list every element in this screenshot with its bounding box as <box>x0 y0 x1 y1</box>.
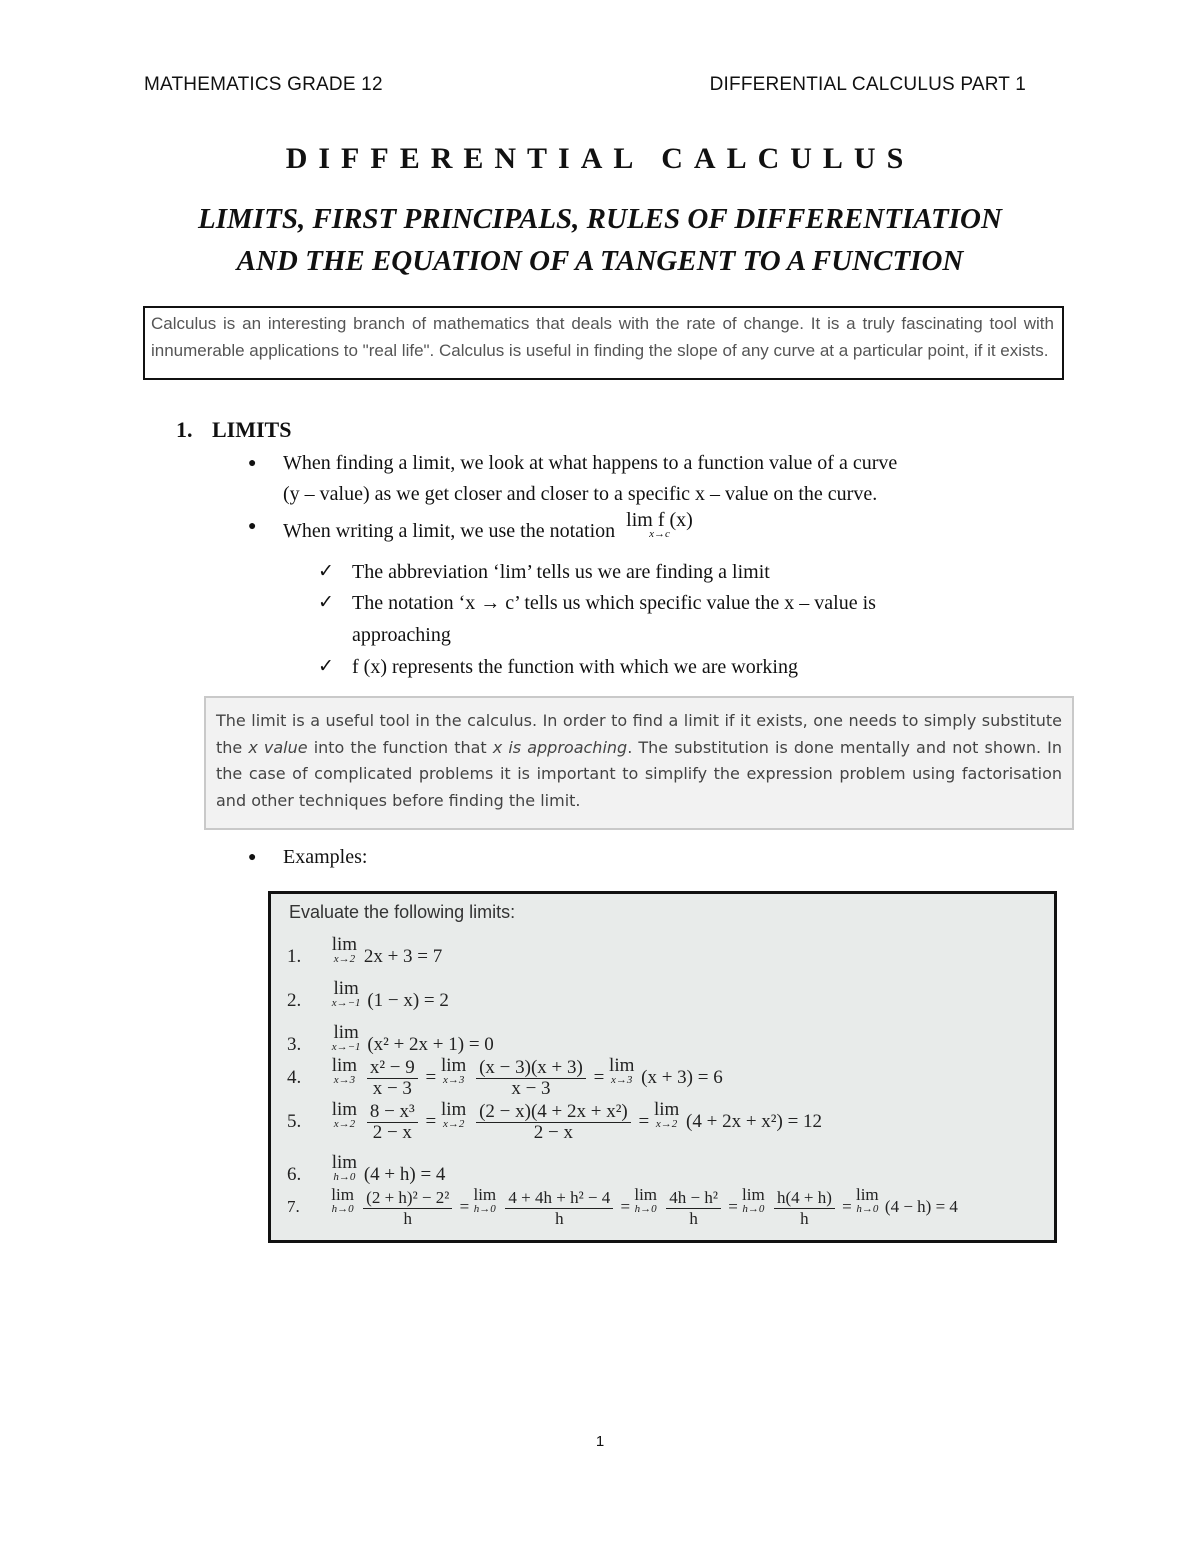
example-number: 7. <box>287 1197 300 1216</box>
limit-operator: lim h→0 <box>634 1185 658 1215</box>
intro-box: Calculus is an interesting branch of mathematics that deals with the rate of change. It is a truly fascinating tool with innumerable applications to "real life". Calculus is useful in finding the slope of any curve at a particular point, if it exists. <box>143 306 1064 380</box>
example-number: 6. <box>287 1164 302 1185</box>
check-2-line-1: The notation ‘x → c’ tells us which specific value the x – value is <box>352 592 876 614</box>
note-emphasis-2: x is approaching <box>492 737 628 757</box>
example-result: (4 − h) = 4 <box>884 1197 958 1216</box>
fraction <box>367 1058 418 1099</box>
denominator: h <box>403 1208 413 1228</box>
limit-notation-sub: x→c <box>649 528 670 540</box>
example-number: 3. <box>287 1034 302 1055</box>
example-result: (x + 3) = 6 <box>641 1067 723 1088</box>
limit-operator: lim x→2 <box>653 1099 680 1130</box>
limit-subscript: h→0 <box>634 1203 657 1215</box>
header-right: DIFFERENTIAL CALCULUS PART 1 <box>709 74 1026 95</box>
limit-subscript: x→2 <box>333 1118 356 1130</box>
fraction <box>363 1188 452 1229</box>
example-expression: (x² + 2x + 1) = 0 <box>367 1034 494 1055</box>
example-5: 5. lim x→2 $\frac{\text{8 − x³}}{2 - x}$ = lim x→2 $\frac{\text{(2 − x)(4 + 2x + x²)}}{2 - x}$ = lim x→2 (4 + 2x + x²) = 12 <box>287 1099 823 1144</box>
examples-heading: Evaluate the following limits: <box>289 902 516 922</box>
limit-operator: lim h→0 <box>855 1185 879 1215</box>
limit-subscript: x→−1 <box>331 997 361 1009</box>
checkmark-icon: ✓ <box>318 656 334 677</box>
example-4: 4. lim x→3 $\frac{\text{x² − 9}}{x - 3}$ = lim x→3 $\frac{(x - 3)(x + 3)}{x - 3}$ = lim x→3 (x + 3) = 6 <box>287 1055 723 1100</box>
header-left: MATHEMATICS GRADE 12 <box>144 74 383 95</box>
examples-label: Examples: <box>283 846 368 868</box>
denominator: 2 − x <box>372 1122 412 1144</box>
denominator: h <box>689 1208 698 1228</box>
bullet-1-line-1: When finding a limit, we look at what happens to a function value of a curve <box>283 452 898 474</box>
numerator: (2 + h)² − 2² <box>363 1188 452 1209</box>
limit-subscript: h→0 <box>333 1171 356 1183</box>
limit-operator: lim x→−1 <box>331 1022 361 1053</box>
example-7: 7. lim h→0 $\frac{\text{(2 + h)² − 2²}}{h}$ = lim h→0 $\frac{\text{4 + 4h + h² − 4}}{h}$ = lim h→0 $\frac{\text{4h − h²}}{h}$ = lim h→0 $\frac{h(4 + h)}{h}$ = lim h→0 (4 − h) = 4 <box>287 1185 958 1228</box>
example-number: 2. <box>287 990 302 1011</box>
example-result: (4 + 2x + x²) = 12 <box>686 1111 823 1132</box>
example-2 <box>287 980 449 1012</box>
numerator: 4 + 4h + h² − 4 <box>505 1188 613 1209</box>
limit-subscript: x→2 <box>655 1118 678 1130</box>
limit-subscript: x→2 <box>442 1118 465 1130</box>
fraction <box>666 1188 721 1229</box>
limit-operator: lim x→2 <box>331 1099 358 1130</box>
checkmark-icon: ✓ <box>318 561 334 582</box>
limit-notation-expr: lim f (x) <box>626 509 693 531</box>
limit-operator: lim x→2 <box>440 1099 467 1130</box>
example-expression: 2x + 3 = 7 <box>363 946 443 967</box>
page-title: DIFFERENTIAL CALCULUS <box>285 142 915 175</box>
fraction <box>367 1102 418 1143</box>
denominator: x − 3 <box>372 1078 412 1100</box>
note-box <box>204 696 1074 830</box>
bullet-icon: ● <box>248 519 257 534</box>
subtitle-line-1: LIMITS, FIRST PRINCIPALS, RULES OF DIFFERENTIATION <box>198 203 1002 235</box>
limit-subscript: h→0 <box>473 1203 496 1215</box>
bullet-2-text <box>283 511 695 547</box>
bullet-2-label: When writing a limit, we use the notation <box>283 520 616 542</box>
fraction <box>505 1188 613 1229</box>
note-text-1: The limit is a useful tool in the calculus. In order to find a limit if it exists, one needs to simply substitute the <box>216 711 1062 757</box>
limit-subscript: x→3 <box>333 1074 356 1086</box>
numerator: 4h − h² <box>666 1188 721 1209</box>
denominator: x − 3 <box>511 1078 551 1100</box>
limit-operator: lim x→3 <box>609 1055 635 1086</box>
fraction <box>476 1102 631 1143</box>
limit-subscript: h→0 <box>742 1203 765 1215</box>
checkmark-icon: ✓ <box>318 592 334 613</box>
example-3 <box>287 1024 494 1056</box>
bullet-icon: ● <box>248 456 257 471</box>
limit-operator: lim x→3 <box>331 1055 358 1086</box>
limit-operator: lim x→3 <box>440 1055 467 1086</box>
page-number: 1 <box>595 1433 605 1450</box>
limit-notation <box>626 511 693 539</box>
note-text-2: into the function that <box>307 737 493 757</box>
bullet-1-line-2: (y – value) as we get closer and closer to a specific x – value on the curve. <box>283 483 878 505</box>
limit-operator: lim h→0 <box>742 1185 765 1215</box>
limit-subscript: x→3 <box>442 1074 465 1086</box>
numerator: h(4 + h) <box>774 1188 835 1209</box>
example-6 <box>287 1154 445 1186</box>
numerator: (x − 3)(x + 3) <box>476 1058 586 1079</box>
limit-subscript: x→−1 <box>331 1041 361 1053</box>
note-text-3: . The substitution is done mentally and not shown. In the case of complicated problems it is important to simplify the expression problem using factorisation and other techniques before finding the limit. <box>216 737 1063 810</box>
example-number: 5. <box>287 1111 302 1132</box>
denominator: 2 − x <box>533 1122 574 1144</box>
check-3-text: f (x) represents the function with which we are working <box>352 656 798 678</box>
limit-operator: lim h→0 <box>473 1185 497 1215</box>
subtitle-line-2: AND THE EQUATION OF A TANGENT TO A FUNCTION <box>236 245 964 277</box>
limit-operator: lim h→0 <box>331 1152 358 1183</box>
limit-operator: lim x→−1 <box>331 978 361 1009</box>
limit-subscript: h→0 <box>331 1203 354 1215</box>
example-expression: (4 + h) = 4 <box>363 1164 446 1185</box>
section-number: 1. <box>176 417 193 442</box>
numerator: 8 − x³ <box>367 1102 418 1123</box>
fraction <box>774 1188 835 1229</box>
denominator: h <box>800 1208 809 1228</box>
note-emphasis-1: x value <box>248 737 308 757</box>
example-number: 1. <box>287 946 302 967</box>
limit-operator: lim h→0 <box>331 1185 354 1215</box>
numerator: x² − 9 <box>367 1058 418 1079</box>
example-number: 4. <box>287 1067 302 1088</box>
bullet-icon: ● <box>248 850 257 865</box>
numerator: (2 − x)(4 + 2x + x²) <box>476 1102 631 1123</box>
example-1 <box>287 936 442 968</box>
limit-subscript: h→0 <box>856 1203 879 1215</box>
check-1-text: The abbreviation ‘lim’ tells us we are finding a limit <box>352 561 770 583</box>
limit-operator: lim x→2 <box>331 934 358 965</box>
fraction <box>476 1058 586 1099</box>
example-expression: (1 − x) = 2 <box>367 990 449 1011</box>
check-2-line-2: approaching <box>352 624 451 646</box>
section-heading <box>176 417 291 443</box>
denominator: h <box>555 1208 564 1228</box>
limit-subscript: x→2 <box>333 953 356 965</box>
limit-subscript: x→3 <box>611 1074 633 1086</box>
section-title: LIMITS <box>212 417 292 442</box>
examples-box <box>268 891 1057 1243</box>
